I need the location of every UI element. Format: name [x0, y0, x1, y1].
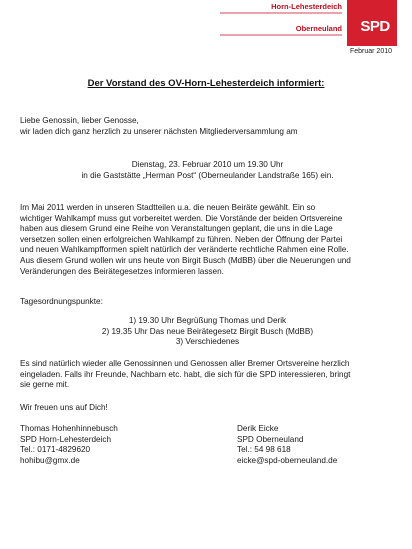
paragraph-line: Es sind natürlich wieder alle Genossinnen und Genossen aller Bremer Ortsvereine herzlich: [20, 359, 350, 368]
paragraph-line: eingeladen. Falls ihr Freunde, Nachbarn etc. habt, die sich für die SPD interessieren, bringt: [20, 369, 351, 379]
paragraph-line: Im Mai 2011 werden in unseren Stadtteilen u.a. die neuen Beiräte gewählt. Ein so: [20, 203, 316, 212]
greeting-line: Liebe Genossin, lieber Genosse,: [20, 116, 139, 125]
signer-org: SPD Horn-Lehesterdeich: [20, 434, 112, 444]
paragraph-line: sie gerne mit.: [20, 380, 70, 390]
meeting-block: [20, 160, 395, 181]
signature-left: [20, 424, 118, 466]
signer-org: SPD Oberneuland: [237, 434, 304, 444]
paragraph-line: und neuen Wahlkampfformen spielt natürlich der veränderte rechtliche Rahmen eine Rolle.: [20, 245, 349, 255]
closing-line: Wir freuen uns auf Dich!: [20, 403, 108, 412]
org-name-oberneuland: Oberneuland: [295, 24, 342, 33]
spd-logo: [347, 0, 397, 46]
agenda-item: 2) 19.35 Uhr Das neue Beirätegesetz Birgit Busch (MdBB): [101, 326, 314, 336]
greeting-line: wir laden dich ganz herzlich zu unserer nächsten Mitgliederversammlung am: [20, 126, 298, 136]
agenda-list: [20, 316, 395, 348]
paragraph-line: haben aus diesem Grund eine Reihe von Veranstaltungen geplant, die uns in die Lage: [20, 224, 333, 234]
paragraph-line: Veränderungen des Beirätegesetzes informieren lassen.: [20, 266, 224, 276]
intro-paragraph: [20, 203, 395, 277]
signer-phone: Tel.: 0171-4829620: [20, 445, 91, 455]
letter-date: Februar 2010: [349, 48, 392, 55]
greeting-block: [20, 116, 395, 137]
paragraph-line: Aus diesem Grund wollen wir uns heute von Birgit Busch (MdBB) über die Neuerungen und: [20, 255, 351, 265]
letter-title: Der Vorstand des OV-Horn-Lehesterdeich informiert:: [87, 78, 325, 89]
paragraph-line: versetzen sollen einen erfolgreichen Wahlkampf zu führen. Neben der Öffnung der Partei: [20, 234, 343, 244]
agenda-item: 1) 19.30 Uhr Begrüßung Thomas und Derik: [128, 316, 287, 325]
meeting-location-line: in die Gaststätte „Herman Post“ (Oberneulander Landstraße 165) ein.: [81, 170, 334, 180]
signer-phone: Tel.: 54 98 618: [237, 445, 291, 455]
paragraph-line: wichtiger Wahlkampf muss gut vorbereitet werden. Die Vorstände der beiden Ortsvereine: [20, 213, 343, 223]
agenda-label: Tagesordnungspunkte:: [20, 297, 103, 306]
signer-email: eicke@spd-oberneuland.de: [237, 455, 338, 465]
signer-email: hohibu@gmx.de: [20, 455, 80, 465]
agenda-item: 3) Verschiedenes: [175, 337, 240, 347]
invitation-paragraph: [20, 359, 395, 391]
signature-right: [237, 424, 337, 466]
signer-name: Thomas Hohenhinnebusch: [20, 424, 118, 433]
org-name-horn-lehesterdeich: Horn-Lehesterdeich: [271, 2, 342, 11]
spd-logo-text: SPD: [360, 17, 390, 35]
signer-name: Derik Eicke: [237, 424, 279, 433]
meeting-date-line: Dienstag, 23. Februar 2010 um 19.30 Uhr: [131, 160, 284, 169]
